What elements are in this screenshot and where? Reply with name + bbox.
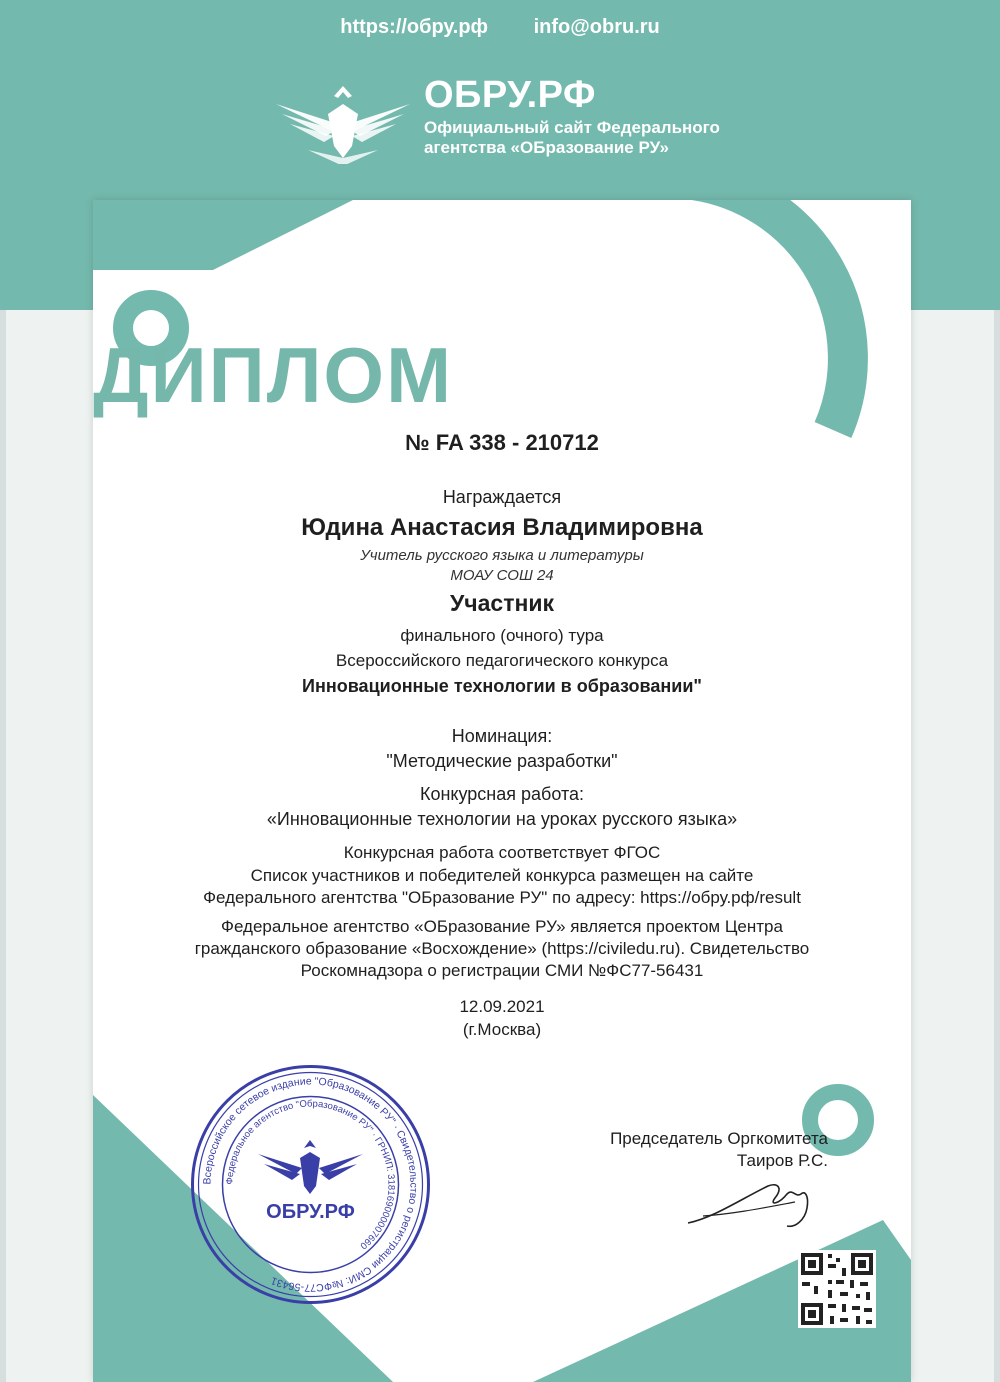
chairman-role: Председатель Оргкомитета bbox=[610, 1129, 828, 1148]
recipient-school: МОАУ СОШ 24 bbox=[450, 567, 554, 584]
logo-subtitle bbox=[424, 118, 720, 158]
left-margin bbox=[0, 310, 6, 1382]
work-title: «Инновационные технологии на уроках русского языка» bbox=[266, 809, 738, 829]
contest-description: Всероссийского педагогического конкурса bbox=[335, 651, 669, 670]
issue-date: 12.09.2021 bbox=[459, 997, 545, 1016]
eagle-logo-icon bbox=[268, 74, 418, 164]
results-line-1: Список участников и победителей конкурса размещен на сайте bbox=[250, 866, 754, 885]
fgos-note: Конкурсная работа соответствует ФГОС bbox=[343, 843, 661, 862]
diploma-sheet bbox=[93, 200, 911, 1382]
nomination-value: "Методические разработки" bbox=[386, 751, 618, 771]
nomination-label: Номинация: bbox=[451, 726, 553, 746]
contest-stage: финального (очного) тура bbox=[400, 626, 604, 645]
logo-subtitle-line1: Официальный сайт Федерального bbox=[424, 118, 720, 137]
recipient-name: Юдина Анастасия Владимировна bbox=[301, 514, 703, 541]
contest-name: Инновационные технологии в образовании" bbox=[302, 676, 702, 696]
diploma-title: ДИПЛОМ bbox=[93, 331, 454, 419]
results-line-2: Федерального агентства "ОБразование РУ" по адресу: https://обру.рф/result bbox=[203, 888, 801, 907]
email-link[interactable]: info@obru.ru bbox=[533, 16, 660, 38]
stamp-inner-text: Федеральное агентство "Образование РУ" · ГРНИП: 318169000007660 bbox=[224, 1098, 397, 1252]
issue-city: (г.Москва) bbox=[462, 1020, 542, 1039]
stamp-outer-text: Всероссийское сетевое издание "Образование РУ" · Свидетельство о регистрации СМИ: №ФС77-56431 bbox=[201, 1075, 420, 1294]
stamp-center-logo: ОБРУ.РФ bbox=[266, 1201, 355, 1223]
website-link[interactable]: https://обру.рф bbox=[340, 16, 489, 38]
logo-subtitle-line2: агентства «ОБразование РУ» bbox=[424, 138, 669, 157]
diploma-number: № FA 338 - 210712 bbox=[405, 430, 599, 455]
participation-status: Участник bbox=[449, 590, 555, 616]
project-line-1: Федеральное агентство «ОБразование РУ» является проектом Центра bbox=[221, 917, 783, 936]
project-line-3: Роскомнадзора о регистрации СМИ №ФС77-56431 bbox=[300, 961, 704, 980]
logo-title: ОБРУ.РФ bbox=[424, 74, 596, 116]
qr-code-icon[interactable] bbox=[798, 1250, 876, 1328]
work-label: Конкурсная работа: bbox=[419, 784, 585, 804]
header-links bbox=[0, 16, 1000, 39]
handwritten-signature bbox=[683, 1168, 823, 1238]
header-logo bbox=[268, 74, 748, 164]
right-margin bbox=[994, 310, 1000, 1382]
chairman-block bbox=[580, 1128, 828, 1172]
recipient-position: Учитель русского языка и литературы bbox=[360, 547, 644, 564]
chairman-name: Таиров Р.С. bbox=[736, 1151, 828, 1170]
top-left-band bbox=[93, 200, 353, 270]
stamp-eagle-icon bbox=[258, 1140, 363, 1194]
organization-stamp bbox=[188, 1062, 433, 1307]
awarded-label: Награждается bbox=[442, 487, 562, 507]
project-line-2: гражданского образование «Восхождение» (https://civiledu.ru). Свидетельство bbox=[194, 939, 810, 958]
